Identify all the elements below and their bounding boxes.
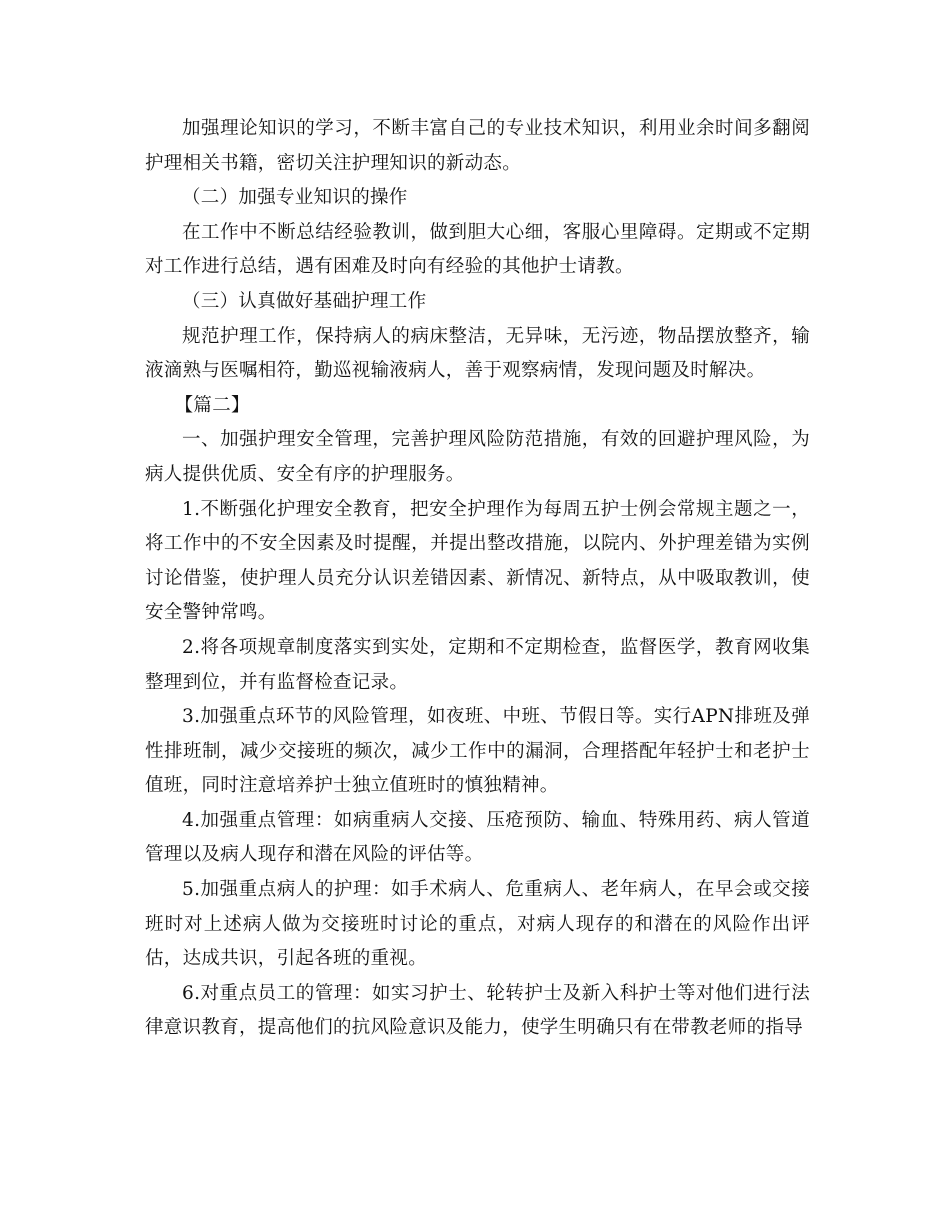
list-item-5-key-patients: 5.加强重点病人的护理：如手术病人、危重病人、老年病人，在早会或交接班时对上述病人做为交接班时讨论的重点，对病人现存的和潜在的风险作出评估，达成共识，引起各班的重视。 bbox=[145, 879, 810, 970]
paragraph-standardize-nursing: 规范护理工作，保持病人的病床整洁，无异味，无污迹，物品摆放整齐，输液滴熟与医嘱相符，勤巡视输液病人，善于观察病情，发现问题及时解决。 bbox=[145, 325, 810, 382]
section-title-part-two: 【篇二】 bbox=[174, 394, 250, 416]
list-item-6-key-staff: 6.对重点员工的管理：如实习护士、轮转护士及新入科护士等对他们进行法律意识教育，提高他们的抗风险意识及能力，使学生明确只有在带教老师的指导 bbox=[145, 982, 810, 1039]
paragraph-summarize-experience: 在工作中不断总结经验教训，做到胆大心细，客服心里障碍。定期或不定期对工作进行总结，遇有困难及时向有经验的其他护士请教。 bbox=[145, 221, 810, 278]
paragraph-safety-management: 一、加强护理安全管理，完善护理风险防范措施，有效的回避护理风险，为病人提供优质、安全有序的护理服务。 bbox=[145, 429, 810, 485]
list-item-2-regulations: 2.将各项规章制度落实到实处，定期和不定期检查，监督医学，教育网收集整理到位，并有监督检查记录。 bbox=[145, 636, 810, 693]
list-item-4-key-management: 4.加强重点管理：如病重病人交接、压疮预防、输血、特殊用药、病人管道管理以及病人现存和潜在风险的评估等。 bbox=[145, 809, 810, 866]
heading-professional-operation: （二）加强专业知识的操作 bbox=[182, 187, 408, 209]
paragraph-theory-study: 加强理论知识的学习，不断丰富自己的专业技术知识，利用业余时间多翻阅护理相关书籍，密切关注护理知识的新动态。 bbox=[145, 118, 810, 174]
heading-basic-nursing: （三）认真做好基础护理工作 bbox=[182, 290, 427, 312]
list-item-3-risk-management: 3.加强重点环节的风险管理，如夜班、中班、节假日等。实行APN排班及弹性排班制，减少交接班的频次，减少工作中的漏洞，合理搭配年轻护士和老护士值班，同时注意培养护士独立值班时的慎独精神。 bbox=[145, 706, 810, 797]
list-item-1-safety-education: 1.不断强化护理安全教育，把安全护理作为每周五护士例会常规主题之一，将工作中的不安全因素及时提醒，并提出整改措施，以院内、外护理差错为实例讨论借鉴，使护理人员充分认识差错因素、新情况、新特点，从中吸取教训，使安全警钟常鸣。 bbox=[145, 498, 810, 624]
document-body bbox=[145, 112, 810, 1046]
